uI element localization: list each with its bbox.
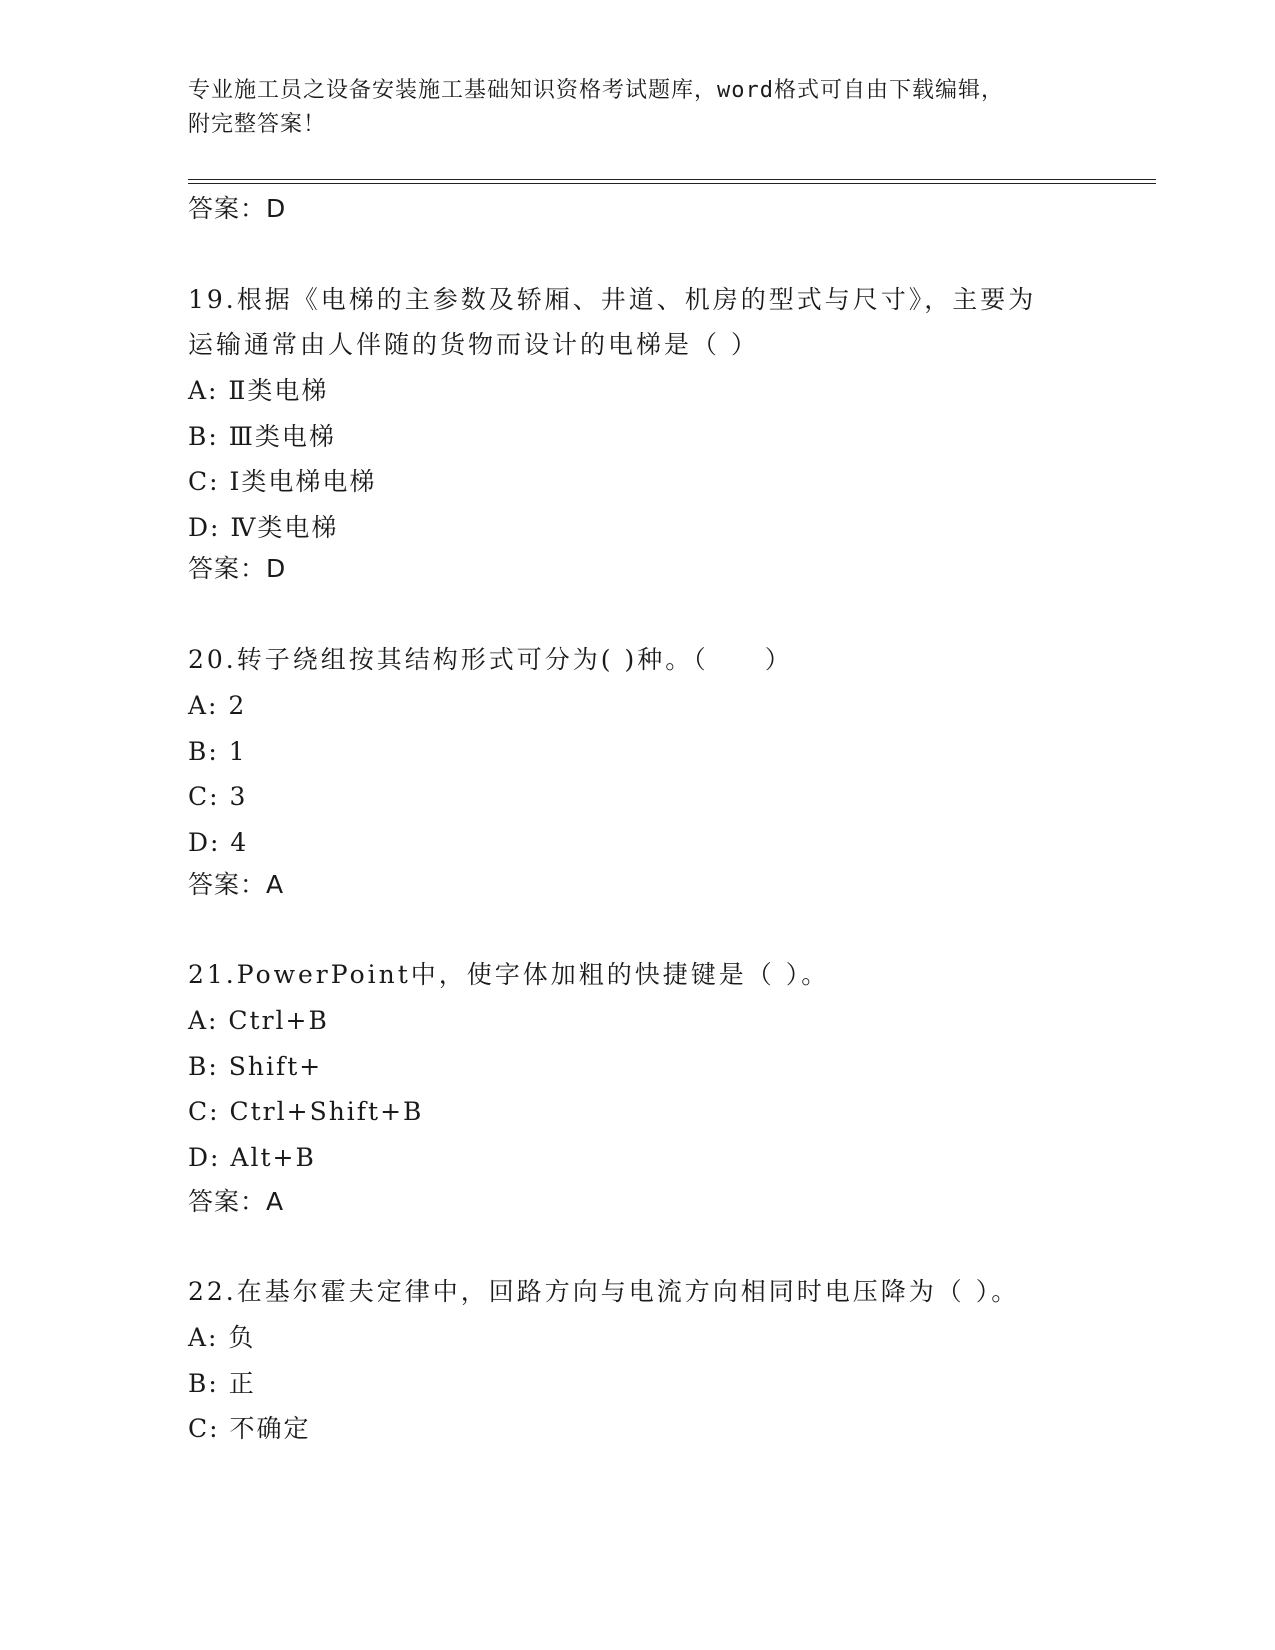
question-19-option-a: A: Ⅱ类电梯 (188, 376, 329, 405)
answer-18: 答案：D (188, 194, 287, 223)
question-22 (188, 1269, 1148, 1452)
question-21-text: 21.PowerPoint中，使字体加粗的快捷键是（ ）。 (188, 960, 830, 989)
question-20 (188, 637, 1148, 865)
question-21-answer: 答案：A (188, 1187, 285, 1216)
question-22-text: 22.在基尔霍夫定律中，回路方向与电流方向相同时电压降为（ ）。 (188, 1277, 1020, 1306)
header-line-1: 专业施工员之设备安装施工基础知识资格考试题库，word格式可自由下载编辑， (188, 78, 1004, 103)
header-rule-top (188, 179, 1156, 180)
question-22-option-c: C: 不确定 (188, 1414, 311, 1443)
question-19-text-line-1: 19.根据《电梯的主参数及轿厢、井道、机房的型式与尺寸》，主要为 (188, 285, 1037, 314)
header-rule-bottom (188, 183, 1156, 184)
question-21-option-d: D: Alt+B (188, 1142, 316, 1172)
header-line-2: 附完整答案！ (188, 112, 327, 137)
question-19-option-d: D: Ⅳ类电梯 (188, 512, 339, 542)
question-20-option-a: A: 2 (188, 691, 247, 720)
question-22-option-a: A: 负 (188, 1323, 256, 1352)
document-header (188, 74, 1088, 142)
question-20-answer: 答案：A (188, 870, 285, 899)
question-21-option-c: C: Ctrl+Shift+B (188, 1097, 424, 1126)
question-20-option-b: B: 1 (188, 736, 247, 766)
question-21-option-a: A: Ctrl+B (188, 1006, 329, 1035)
question-19-option-b: B: Ⅲ类电梯 (188, 421, 336, 451)
question-19 (188, 277, 1148, 550)
question-19-option-c: C: Ⅰ类电梯电梯 (188, 467, 377, 496)
question-22-option-b: B: 正 (188, 1368, 256, 1398)
question-20-option-d: D: 4 (188, 827, 249, 857)
question-19-text-line-2: 运输通常由人伴随的货物而设计的电梯是（ ） (188, 330, 759, 359)
question-21-option-b: B: Shift+ (188, 1051, 323, 1081)
question-21 (188, 952, 1148, 1180)
question-20-text: 20.转子绕组按其结构形式可分为( )种。（ ） (188, 645, 793, 674)
question-20-option-c: C: 3 (188, 782, 248, 811)
question-19-answer: 答案：D (188, 554, 287, 583)
